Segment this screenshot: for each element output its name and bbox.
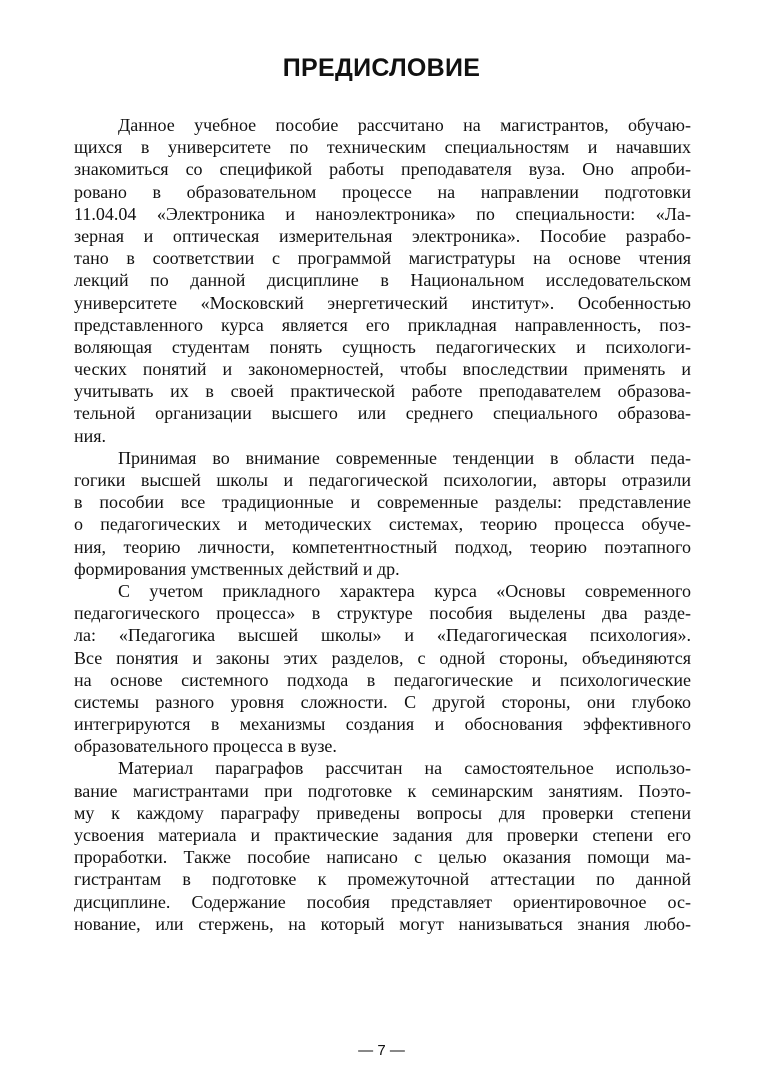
text-line: знакомиться со спецификой работы преподавателя вуза. Оно апроби- xyxy=(74,159,691,180)
text-line: ния. xyxy=(74,425,107,446)
text-line: о педагогических и методических системах, теорию процесса обуче- xyxy=(74,514,691,535)
paragraph-3 xyxy=(74,580,691,758)
text-line: С учетом прикладного характера курса «Основы современного xyxy=(118,580,691,601)
text-line: зерная и оптическая измерительная электроника». Пособие разрабо- xyxy=(74,225,691,246)
text-line: гогики высшей школы и педагогической психологии, авторы отразили xyxy=(74,470,691,490)
text-line: щихся в университете по техническим специальностям и начавших xyxy=(74,137,691,158)
paragraph-4 xyxy=(74,757,691,935)
body-text xyxy=(74,114,691,935)
page-number: — 7 — xyxy=(358,1042,405,1059)
text-line: Принимая во внимание современные тенденции в области педа- xyxy=(118,447,691,468)
text-line: педагогического процесса» в структуре пособия выделены два разде- xyxy=(74,603,691,624)
text-line: воляющая студентам понять сущность педагогических и психологи- xyxy=(74,336,691,357)
text-line: гистрантам в подготовке к промежуточной аттестации по данной xyxy=(74,869,691,890)
paragraph-2 xyxy=(74,447,691,580)
text-line: дисциплине. Содержание пособия представляет ориентировочное ос- xyxy=(74,891,691,912)
text-line: Все понятия и законы этих разделов, с одной стороны, объединяются xyxy=(74,647,691,668)
text-line: проработки. Также пособие написано с целью оказания помощи ма- xyxy=(74,847,691,868)
text-line: усвоения материала и практические задания для проверки степени его xyxy=(74,825,691,845)
page-title: ПРЕДИСЛОВИЕ xyxy=(282,54,481,82)
text-line: образовательного процесса в вузе. xyxy=(74,736,337,757)
text-line: ровано в образовательном процессе на направлении подготовки xyxy=(74,181,691,202)
text-line: в пособии все традиционные и современные разделы: представление xyxy=(74,492,691,513)
text-line: тано в соответствии с программой магистратуры на основе чтения xyxy=(74,248,691,269)
text-line: нование, или стержень, на который могут нанизываться знания любо- xyxy=(74,913,691,934)
text-line: ческих понятий и закономерностей, чтобы впоследствии применять и xyxy=(74,359,691,380)
text-line: представленного курса является его прикладная направленность, поз- xyxy=(74,314,691,335)
text-line: лекций по данной дисциплине в Национальном исследовательском xyxy=(74,270,691,291)
text-line: 11.04.04 «Электроника и наноэлектроника» по специальности: «Ла- xyxy=(74,203,691,224)
text-line: учитывать их в своей практической работе преподавателем образова- xyxy=(74,381,691,402)
text-line: тельной организации высшего или среднего специального образова- xyxy=(74,403,691,424)
text-line: системы разного уровня сложности. С другой стороны, они глубоко xyxy=(74,691,691,712)
text-line: интегрируются в механизмы создания и обоснования эффективного xyxy=(74,714,691,735)
text-line: Материал параграфов рассчитан на самостоятельное использо- xyxy=(118,758,691,779)
text-line: вание магистрантами при подготовке к семинарским занятиям. Поэто- xyxy=(74,780,691,801)
paragraph-1 xyxy=(74,114,691,447)
text-line: на основе системного подхода в педагогические и психологические xyxy=(74,669,691,690)
text-line: формирования умственных действий и др. xyxy=(74,558,400,579)
text-line: Данное учебное пособие рассчитано на магистрантов, обучаю- xyxy=(118,115,691,135)
text-line: му к каждому параграфу приведены вопросы для проверки степени xyxy=(74,802,691,823)
text-line: университете «Московский энергетический институт». Особенностью xyxy=(74,292,691,313)
text-line: ния, теорию личности, компетентностный подход, теорию поэтапного xyxy=(74,536,691,557)
text-line: ла: «Педагогика высшей школы» и «Педагогическая психология». xyxy=(74,625,691,646)
